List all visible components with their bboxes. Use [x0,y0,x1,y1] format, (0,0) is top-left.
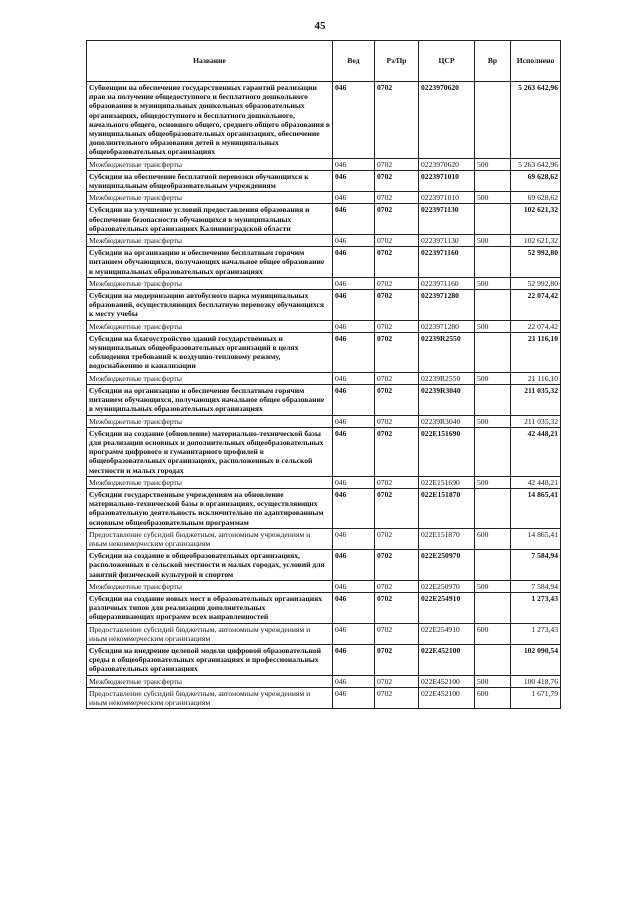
cell-name: Межбюджетные трансферты [87,580,333,592]
cell-csr: 0223971010 [419,192,475,204]
cell-rzpr: 0702 [375,235,419,247]
cell-name: Субсидии на организацию и обеспечение бесплатным горячим питанием обучающихся, получающих начальное общее образование в муниципальных образовательных организациях [87,247,333,278]
cell-rzpr: 0702 [375,415,419,427]
cell-csr: 0223971130 [419,204,475,235]
table-row [87,488,561,528]
cell-ved: 046 [333,277,375,289]
page-number: 45 [314,20,326,32]
cell-name: Субсидии на улучшение условий предоставления образования и обеспечение безопасности обучающихся в муниципальных образовательных организациях Калининградской области [87,204,333,235]
cell-vr: 500 [475,158,511,170]
cell-rzpr: 0702 [375,592,419,623]
cell-sum: 102 090,54 [511,644,561,675]
cell-rzpr: 0702 [375,82,419,159]
table-header-row [87,41,561,82]
table-row [87,580,561,592]
table-row [87,170,561,191]
cell-ved: 046 [333,580,375,592]
cell-vr [475,332,511,372]
cell-name: Субсидии на организацию и обеспечение бесплатным горячим питанием обучающихся, получающих начальное общее образование в муниципальных образовательных организациях [87,384,333,415]
table-row [87,415,561,427]
cell-vr: 500 [475,580,511,592]
cell-csr: 0223971130 [419,235,475,247]
budget-table [86,40,561,709]
cell-ved: 046 [333,170,375,191]
header-sum: Исполнено [511,41,561,82]
cell-csr: 022E151870 [419,488,475,528]
table-row [87,158,561,170]
cell-sum: 7 584,94 [511,550,561,581]
cell-rzpr: 0702 [375,427,419,476]
cell-csr: 0223970620 [419,82,475,159]
cell-rzpr: 0702 [375,550,419,581]
cell-sum: 5 263 642,96 [511,158,561,170]
cell-sum: 42 448,21 [511,476,561,488]
cell-rzpr: 0702 [375,277,419,289]
cell-vr [475,592,511,623]
cell-sum: 69 628,62 [511,170,561,191]
cell-csr: 022E452100 [419,687,475,708]
table-row [87,623,561,644]
cell-ved: 046 [333,528,375,549]
cell-csr: 02239R3040 [419,415,475,427]
cell-rzpr: 0702 [375,644,419,675]
cell-vr: 500 [475,277,511,289]
table-row [87,82,561,159]
cell-ved: 046 [333,158,375,170]
cell-rzpr: 0702 [375,247,419,278]
cell-ved: 046 [333,247,375,278]
cell-ved: 046 [333,488,375,528]
cell-ved: 046 [333,427,375,476]
cell-sum: 52 992,80 [511,247,561,278]
cell-vr [475,488,511,528]
cell-csr: 0223971280 [419,320,475,332]
cell-csr: 0223970620 [419,158,475,170]
cell-vr: 600 [475,687,511,708]
cell-csr: 0223971160 [419,277,475,289]
cell-vr: 500 [475,675,511,687]
cell-ved: 046 [333,415,375,427]
cell-ved: 046 [333,476,375,488]
cell-vr [475,82,511,159]
table-row [87,427,561,476]
cell-sum: 100 418,76 [511,675,561,687]
cell-ved: 046 [333,290,375,321]
cell-name: Субсидии на модернизацию автобусного парка муниципальных образований, осуществляющих бесплатную перевозку обучающихся к месту учебы [87,290,333,321]
cell-csr: 022E254910 [419,623,475,644]
cell-sum: 21 116,10 [511,372,561,384]
cell-rzpr: 0702 [375,687,419,708]
cell-ved: 046 [333,332,375,372]
cell-vr [475,204,511,235]
cell-rzpr: 0702 [375,170,419,191]
cell-vr: 600 [475,528,511,549]
cell-sum: 1 273,43 [511,623,561,644]
cell-vr: 600 [475,623,511,644]
table-row [87,675,561,687]
cell-csr: 022E151690 [419,427,475,476]
cell-rzpr: 0702 [375,384,419,415]
table-row [87,247,561,278]
header-csr: ЦСР [419,41,475,82]
cell-ved: 046 [333,623,375,644]
cell-sum: 42 448,21 [511,427,561,476]
cell-vr [475,427,511,476]
cell-rzpr: 0702 [375,192,419,204]
cell-csr: 022E151870 [419,528,475,549]
cell-vr [475,170,511,191]
table-row [87,290,561,321]
cell-name: Межбюджетные трансферты [87,372,333,384]
cell-csr: 02239R3040 [419,384,475,415]
cell-vr: 500 [475,372,511,384]
cell-rzpr: 0702 [375,372,419,384]
cell-sum: 69 628,62 [511,192,561,204]
cell-name: Межбюджетные трансферты [87,415,333,427]
cell-csr: 022E452100 [419,644,475,675]
cell-ved: 046 [333,192,375,204]
cell-ved: 046 [333,550,375,581]
cell-rzpr: 0702 [375,580,419,592]
cell-name: Субвенции на обеспечение государственных гарантий реализации прав на получение общедоступного и бесплатного дошкольного образования в муниципальных дошкольных образовательных организациях, общедоступного и бесплатного дошкольного, начального общего, основного общего, среднего общего образования в муниципальных общеобразовательных организациях, обеспечение дополнительного образования детей в муниципальных общеобразовательных организациях [87,82,333,159]
table-row [87,476,561,488]
table-row [87,332,561,372]
cell-sum: 14 865,41 [511,528,561,549]
cell-ved: 046 [333,372,375,384]
cell-vr: 500 [475,320,511,332]
cell-vr [475,384,511,415]
header-ved: Вед [333,41,375,82]
cell-name: Субсидии на создание новых мест в образовательных организациях различных типов для реализации дополнительных общеразвивающих программ всех направленностей [87,592,333,623]
cell-ved: 046 [333,235,375,247]
cell-sum: 22 074,42 [511,320,561,332]
cell-csr: 0223971280 [419,290,475,321]
table-row [87,372,561,384]
cell-csr: 02239R2550 [419,332,475,372]
cell-name: Предоставление субсидий бюджетным, автономным учреждениям и иным некоммерческим организациям [87,528,333,549]
cell-name: Межбюджетные трансферты [87,320,333,332]
cell-ved: 046 [333,320,375,332]
table-row [87,384,561,415]
cell-csr: 022E151690 [419,476,475,488]
cell-sum: 14 865,41 [511,488,561,528]
cell-rzpr: 0702 [375,204,419,235]
cell-rzpr: 0702 [375,290,419,321]
cell-ved: 046 [333,384,375,415]
cell-name: Межбюджетные трансферты [87,192,333,204]
cell-vr: 500 [475,192,511,204]
cell-sum: 1 273,43 [511,592,561,623]
cell-vr: 500 [475,235,511,247]
cell-name: Субсидии на создание (обновление) материально-технической базы для реализации основных и дополнительных общеобразовательных программ цифрового и гуманитарного профилей в общеобразовательных организациях, расположенных в сельской местности и малых городах [87,427,333,476]
header-vr: Вр [475,41,511,82]
cell-csr: 022E254910 [419,592,475,623]
cell-ved: 046 [333,687,375,708]
cell-rzpr: 0702 [375,675,419,687]
cell-rzpr: 0702 [375,476,419,488]
cell-vr [475,550,511,581]
cell-sum: 7 584,94 [511,580,561,592]
table-row [87,528,561,549]
cell-name: Межбюджетные трансферты [87,277,333,289]
table-row [87,320,561,332]
cell-csr: 022E250970 [419,580,475,592]
cell-sum: 52 992,80 [511,277,561,289]
cell-ved: 046 [333,204,375,235]
cell-vr: 500 [475,415,511,427]
table-row [87,644,561,675]
cell-sum: 21 116,10 [511,332,561,372]
cell-rzpr: 0702 [375,488,419,528]
table-row [87,277,561,289]
cell-csr: 022E452100 [419,675,475,687]
cell-name: Предоставление субсидий бюджетным, автономным учреждениям и иным некоммерческим организациям [87,687,333,708]
cell-name: Субсидии государственным учреждениям на обновление материально-технической базы в организациях, осуществляющих образовательную деятельность исключительно по адаптированным основным общеобразовательным программам [87,488,333,528]
cell-sum: 211 035,32 [511,384,561,415]
cell-rzpr: 0702 [375,528,419,549]
cell-name: Межбюджетные трансферты [87,235,333,247]
cell-vr [475,247,511,278]
header-rzpr: Рз/Пр [375,41,419,82]
header-name: Название [87,41,333,82]
cell-name: Межбюджетные трансферты [87,675,333,687]
cell-csr: 0223971010 [419,170,475,191]
cell-sum: 102 621,32 [511,204,561,235]
cell-name: Субсидии на благоустройство зданий государственных и муниципальных общеобразовательных организаций в целях соблюдения требований к воздушно-тепловому режиму, водоснабжению и канализации [87,332,333,372]
cell-sum: 211 035,32 [511,415,561,427]
cell-name: Субсидии на внедрение целевой модели цифровой образовательной среды в общеобразовательных организациях и профессиональных образовательных организациях [87,644,333,675]
cell-name: Межбюджетные трансферты [87,476,333,488]
table-row [87,592,561,623]
table-row [87,687,561,708]
cell-rzpr: 0702 [375,623,419,644]
cell-ved: 046 [333,675,375,687]
cell-sum: 1 671,79 [511,687,561,708]
cell-name: Межбюджетные трансферты [87,158,333,170]
cell-name: Субсидии на создание в общеобразовательных организациях, расположенных в сельской местности и малых городах, условий для занятий физической культурой и спортом [87,550,333,581]
cell-name: Предоставление субсидий бюджетным, автономным учреждениям и иным некоммерческим организациям [87,623,333,644]
cell-csr: 02239R2550 [419,372,475,384]
cell-vr [475,644,511,675]
cell-vr: 500 [475,476,511,488]
cell-ved: 046 [333,592,375,623]
cell-rzpr: 0702 [375,320,419,332]
table-row [87,192,561,204]
table-row [87,235,561,247]
cell-csr: 022E250970 [419,550,475,581]
cell-vr [475,290,511,321]
cell-sum: 102 621,32 [511,235,561,247]
cell-rzpr: 0702 [375,332,419,372]
cell-sum: 22 074,42 [511,290,561,321]
cell-rzpr: 0702 [375,158,419,170]
table-row [87,550,561,581]
cell-ved: 046 [333,644,375,675]
cell-name: Субсидии на обеспечение бесплатной перевозки обучающихся к муниципальным общеобразовательным учреждениям [87,170,333,191]
cell-ved: 046 [333,82,375,159]
cell-csr: 0223971160 [419,247,475,278]
cell-sum: 5 263 642,96 [511,82,561,159]
table-row [87,204,561,235]
